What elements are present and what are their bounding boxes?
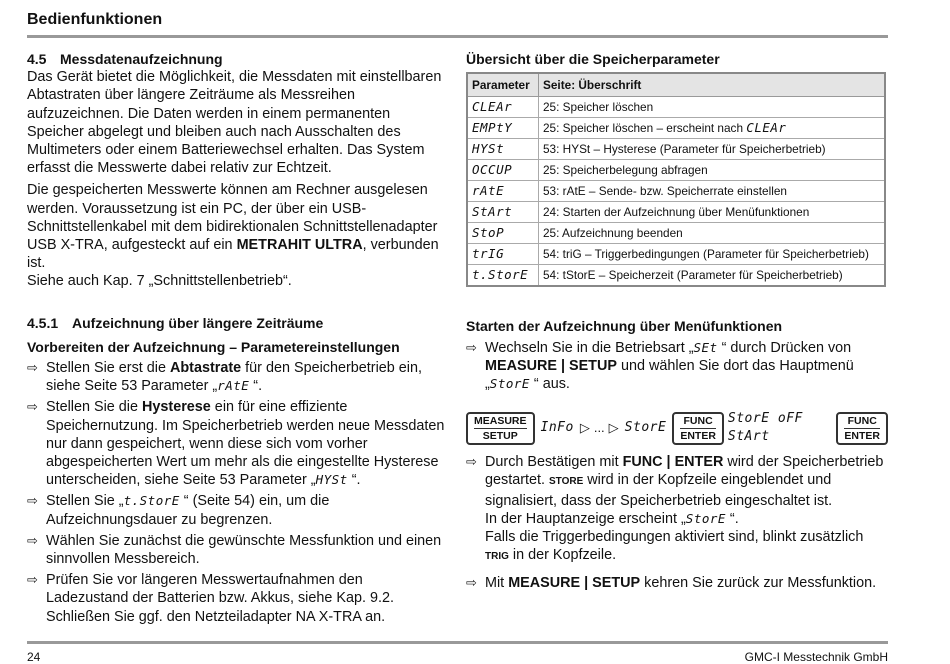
parameter-table <box>466 72 886 287</box>
table-row <box>467 244 885 265</box>
step-text: Falls die Triggerbedingungen aktiviert sind, blinkt zusätzlich <box>485 529 864 546</box>
arrow-icon: ⇨ <box>27 532 38 548</box>
arrow-icon: ⇨ <box>466 454 477 470</box>
parameter-cell <box>467 118 539 139</box>
lcd-text: StorE <box>489 376 530 392</box>
company-name: GMC-I Messtechnik GmbH <box>744 650 888 664</box>
lcd-text: StorE <box>685 510 726 526</box>
parameter-cell <box>467 244 539 265</box>
parameter-cell <box>467 160 539 181</box>
description-text: 25: Speicher löschen <box>543 100 654 115</box>
key-name: FUNC | ENTER <box>622 454 724 471</box>
page-header-title: Bedienfunktionen <box>27 11 163 28</box>
description-cell <box>539 244 886 265</box>
item-bold: Hysterese <box>142 399 211 416</box>
description-text: 25: Speicherbelegung abfragen <box>543 163 708 178</box>
list-item <box>27 532 445 568</box>
lcd-sequence: StorE oFF StArt <box>727 411 803 445</box>
pc-text-end: , verbunden ist. <box>27 237 439 272</box>
step-text: Mit <box>485 575 509 592</box>
step-text: in der Kopfzeile. <box>508 547 617 564</box>
start-heading: Starten der Aufzeichnung über Menüfunktionen <box>466 318 783 335</box>
page-number: 24 <box>27 650 41 664</box>
parameter-cell <box>467 223 539 244</box>
ellipsis: ... <box>593 420 605 436</box>
table-row <box>467 202 885 223</box>
item-text: Prüfen Sie vor längeren Messwertaufnahmen den Ladezustand der Batterien bzw. Akkus, siehe Kap. 9.2. Schließen Sie ggf. den Netzteiladapter NA X-TRA an. <box>46 572 394 625</box>
column-header: Parameter <box>467 73 539 97</box>
lcd-param: EMPtY <box>472 120 513 136</box>
step-text: Wechseln Sie in die Betriebsart „ <box>485 339 694 356</box>
arrow-icon: ⇨ <box>27 572 38 588</box>
table-row <box>467 139 885 160</box>
table-title: Übersicht über die Speicherparameter <box>466 51 720 67</box>
lcd-store: StorE <box>624 420 667 436</box>
description-text: 54: triG – Triggerbedingungen (Parameter für Speicherbetrieb) <box>543 247 869 262</box>
lcd-text: t.StorE <box>123 493 180 509</box>
lcd-param: rAtE <box>472 183 505 199</box>
see-also: Siehe auch Kap. 7 „Schnittstellenbetrieb“. <box>27 273 292 290</box>
trig-indicator: TRIG <box>485 551 509 563</box>
step-text: und wählen Sie dort das Hauptmenü „ <box>485 357 854 393</box>
description-cell <box>539 160 886 181</box>
arrow-icon: ⇨ <box>27 399 38 415</box>
arrow-icon: ⇨ <box>27 493 38 509</box>
list-item <box>27 398 445 489</box>
column-header: Seite: Überschrift <box>539 73 886 97</box>
description-text: 25: Aufzeichnung beenden <box>543 226 683 241</box>
intro-paragraph: Das Gerät bietet die Möglichkeit, die Messdaten mit einstellbaren Abtastraten über längere Zeiträume als Messreihen aufzuzeichnen. Die Daten werden in einem permanenten Speicher abgelegt und bleiben auch nach Ausschalten des Multimeters oder einem Batteriewechsel erhalten. Das System erfasst die Messwerte dabei relativ zur Echtzeit. <box>27 69 442 177</box>
item-text: Stellen Sie „ <box>46 493 124 510</box>
lcd-param: t.StorE <box>472 267 529 283</box>
key-bottom-label: ENTER <box>844 429 880 442</box>
item-text: Stellen Sie erst die <box>46 360 170 377</box>
item-text: Wählen Sie zunächst die gewünschte Messfunktion und einen sinnvollen Messbereich. <box>46 532 442 568</box>
list-item <box>27 359 445 395</box>
table-row <box>467 160 885 181</box>
key-top-label: FUNC <box>680 415 716 429</box>
confirm-list <box>466 453 888 592</box>
table-row <box>467 181 885 202</box>
step-text: wird in der Kopfzeile eingeblendet und signalisiert, dass der Speicherbetrieb eingeschaltet ist. <box>485 472 833 509</box>
header-rule <box>27 35 888 38</box>
right-column <box>466 50 888 593</box>
description-cell <box>539 97 886 118</box>
footer-rule <box>27 641 888 644</box>
item-bold: Abtastrate <box>170 360 242 377</box>
description-cell <box>539 139 886 160</box>
pc-text: Die gespeicherten Messwerte können am Rechner ausgelesen werden. Voraussetzung ist ein PC, der über ein USB-Schnittstellenkabel mit dem bidirektionalen Schnittstellenadapter USB X-TRA, aufgesteckt auf ein <box>27 182 438 254</box>
key-top-label: FUNC <box>844 415 880 429</box>
description-cell <box>539 118 886 139</box>
arrow-icon: ⇨ <box>466 339 477 355</box>
product-name: METRAHIT ULTRA <box>236 237 363 254</box>
table-row <box>467 97 885 118</box>
parameter-cell <box>467 202 539 223</box>
lcd-param: trIG <box>472 246 505 262</box>
subsection-heading <box>27 314 445 332</box>
parameter-cell <box>467 97 539 118</box>
table-header-row <box>467 73 885 97</box>
list-item <box>27 571 445 626</box>
section-title: Messdatenaufzeichnung <box>60 51 223 67</box>
left-column <box>27 50 445 626</box>
lcd-info: InFo <box>540 420 574 436</box>
func-enter-key <box>672 412 724 445</box>
store-indicator: STORE <box>549 476 584 488</box>
key-top-label: MEASURE <box>474 414 527 427</box>
pc-paragraph <box>27 181 445 290</box>
prep-heading: Vorbereiten der Aufzeichnung – Parametereinstellungen <box>27 338 400 355</box>
lcd-param: OCCUP <box>472 162 513 178</box>
lcd-text: HYSt <box>315 472 348 488</box>
lcd-text: SEt <box>693 339 718 355</box>
key-bottom-label: SETUP <box>482 429 518 442</box>
item-text: “. <box>347 472 361 489</box>
step-text: kehren Sie zurück zur Messfunktion. <box>640 575 877 592</box>
triangle-right-icon: ▷ <box>579 420 590 436</box>
measure-setup-key <box>466 412 535 445</box>
arrow-icon: ⇨ <box>27 360 38 376</box>
arrow-icon: ⇨ <box>466 575 477 591</box>
item-text: für den Speicherbetrieb ein, siehe Seite 53 Parameter „ <box>46 360 422 395</box>
lcd-param: HYSt <box>472 141 505 157</box>
description-cell <box>539 202 886 223</box>
step-text: In der Hauptanzeige erscheint „ <box>485 510 686 527</box>
start-list <box>466 339 888 394</box>
func-enter-key-2 <box>836 412 888 445</box>
description-cell <box>539 265 886 287</box>
list-item <box>466 339 888 394</box>
lcd-param: CLEAr <box>472 99 513 115</box>
table-row <box>467 265 885 287</box>
lcd-param: StoP <box>472 225 505 241</box>
item-text: Stellen Sie die <box>46 399 142 416</box>
item-text: “. <box>249 378 263 395</box>
key-sequence <box>466 411 888 445</box>
description-text: 53: HYSt – Hysterese (Parameter für Speicherbetrieb) <box>543 142 826 157</box>
parameter-cell <box>467 181 539 202</box>
lcd-param: StArt <box>472 204 513 220</box>
lcd-text: CLEAr <box>746 120 787 136</box>
triangle-right-icon: ▷ <box>608 420 619 436</box>
description-text: 25: Speicher löschen – erscheint nach <box>543 121 747 136</box>
step-text: Durch Bestätigen mit <box>485 454 623 471</box>
description-cell <box>539 223 886 244</box>
description-cell <box>539 181 886 202</box>
subsection-title: Aufzeichnung über längere Zeiträume <box>72 314 324 331</box>
lcd-text: rAtE <box>217 378 250 394</box>
table-row <box>467 223 885 244</box>
step-text: “ durch Drücken von <box>717 339 852 356</box>
table-row <box>467 118 885 139</box>
parameter-cell <box>467 139 539 160</box>
item-text: ein für eine effiziente Speichernutzung. Im Speicherbetrieb werden neue Messdaten nur dann gespeichert, wenn diese sich vom vorher abgespeicherten Wert um mehr als die eingestellte Hysterese unterscheiden, siehe Seite 53 Parameter „ <box>46 399 445 489</box>
prep-list <box>27 359 445 626</box>
description-text: 53: rAtE – Sende- bzw. Speicherrate einstellen <box>543 184 787 199</box>
key-bottom-label: ENTER <box>680 429 716 442</box>
subsection-number: 4.5.1 <box>27 314 59 331</box>
parameter-cell <box>467 265 539 287</box>
section-heading <box>27 50 445 68</box>
step-text: “. <box>725 510 739 527</box>
description-text: 54: tStorE – Speicherzeit (Parameter für Speicherbetrieb) <box>543 268 843 283</box>
step-text: wird der Speicherbetrieb gestartet. <box>485 454 884 489</box>
description-text: 24: Starten der Aufzeichnung über Menüfunktionen <box>543 205 810 220</box>
list-item <box>27 492 445 528</box>
list-item <box>466 453 888 566</box>
item-text: “ (Seite 54) ein, um die Aufzeichnungsdauer zu begrenzen. <box>46 493 330 528</box>
key-name: MEASURE | SETUP <box>508 575 641 592</box>
step-text: “ aus. <box>529 376 570 393</box>
section-number: 4.5 <box>27 51 47 67</box>
key-name: MEASURE | SETUP <box>485 357 617 374</box>
list-item <box>466 574 888 592</box>
